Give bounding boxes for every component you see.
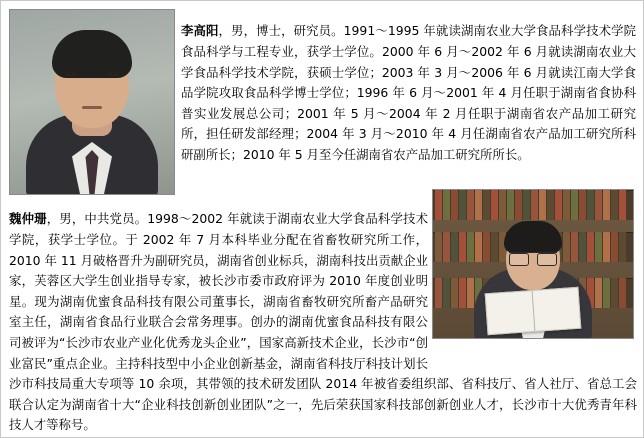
person-name-weizhongshan: 魏仲珊 [9,211,47,227]
photo-hair [52,30,132,78]
person-bio-ligaoyang: ，男，博士，研究员。1991～1995 年就读湖南农业大学食品科学技术学院食品科学与工程专业，获学士学位。2000 年 6 月～2002 年 6 月就读湖南农业大学食品科学技术学院，获硕士学位；2003 年 3 月～2006 年 6 月就读江南大学食品学院攻取食品科学博士学位；1996 年 6 月～2001 年 4 月任职于湖南省食协科普实业发展总公司；2001 年 5 月～2004 年 2 月任职于湖南省农产品加工研究所，担任研发部经理；2004 年 3 月～2010 年 4 月任湖南省农产品加工研究所科研副所长；2010 年 5 月至今任湖南省农产品加工研究所所长。 [181,23,637,162]
photo-wrap-spacer [428,209,637,359]
person-bio-weizhongshan: ，男，中共党员。1998～2002 年就读于湖南农业大学食品科学技术学院，获学士学位。于 2002 年 7 月本科毕业分配在省畜牧研究所工作，2010 年 11 月破格晋升为副研究员，湖南省创业标兵，湖南科技出贡献企业家，芙蓉区大学生创业指导专家，被长沙市委市政府评为 2010 年度创业明星。现为湖南优蜜食品科技有限公司董事长，湖南省畜牧研究所畜产品研究室主任，湖南省食品行业联合会常务理事。创办的湖南优蜜食品科技有限公司被评为“长沙市农业产业化优秀龙头企业”，国家高新技术企业，长沙市“创业富民”重点企业。主持科技型中小企业创新基金，湖南省科技厅科技计划长沙市科技局重大专项等 10 余项，其带领的技术研发团队 2014 年被省委组织部、省科技厅、省人社厅、省总工会联合认定为湖南省十大“企业科技创新创业团队”之一，先后荣获国家科技部创新创业人才，长沙市十大优秀青年科技人才等称号。 [9,211,637,433]
photo-eye-left [66,72,77,76]
portrait-photo-ligaoyang [9,9,175,195]
bio-paragraph-ligaoyang [181,21,636,165]
photo-mouth [82,106,102,109]
bio-paragraph-weizhongshan [9,209,637,436]
photo-eye-right [107,72,118,76]
person-name-ligaoyang: 李高阳 [181,23,219,39]
